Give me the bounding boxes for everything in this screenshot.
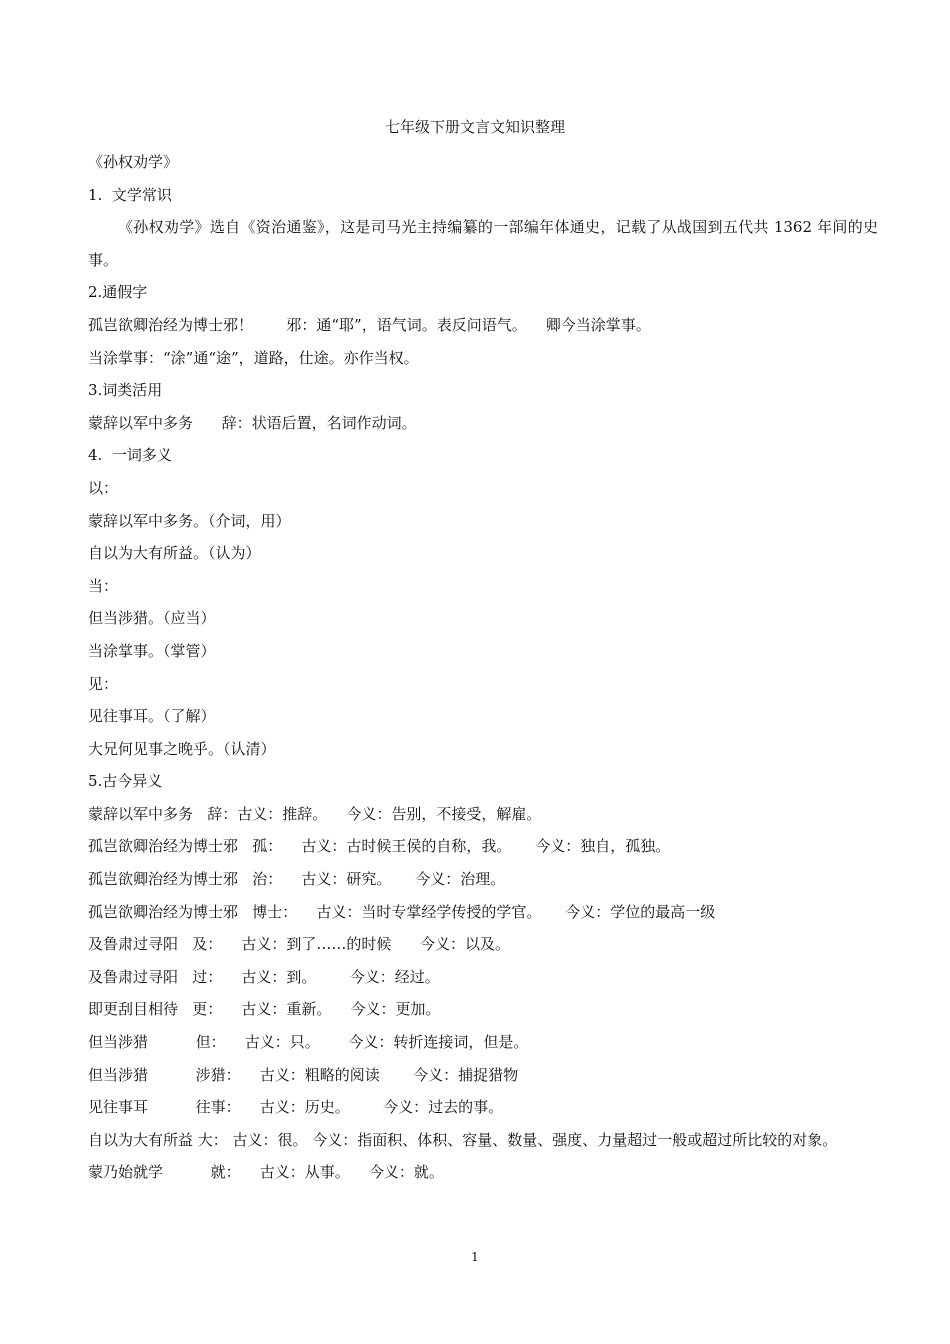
text-line: 自以为大有所益 大： 古义：很。 今义：指面积、体积、容量、数量、强度、力量超过一般或超过所比较的对象。 bbox=[88, 1130, 838, 1149]
text-line: 即更刮目相待 更： 古义：重新。 今义：更加。 bbox=[88, 1000, 441, 1019]
subsection-heading: 1. 文学常识 bbox=[88, 185, 172, 204]
page-number: 1 bbox=[471, 1250, 479, 1264]
document-body bbox=[88, 146, 878, 1189]
text-line: 以： bbox=[88, 478, 119, 497]
text-line: 但当涉猎。（应当） bbox=[88, 609, 216, 628]
text-line: 孤岂欲卿治经为博士邪 博士： 古义：当时专掌经学传授的学官。 今义：学位的最高一级 bbox=[88, 902, 716, 921]
text-line: 当： bbox=[88, 576, 119, 595]
subsection-heading: 2.通假字 bbox=[88, 283, 148, 302]
text-line: 蒙辞以军中多务。（介词，用） bbox=[88, 511, 291, 530]
text-line: 孤岂欲卿治经为博士邪 孤： 古义：古时候王侯的自称，我。 今义：独自，孤独。 bbox=[88, 837, 671, 856]
text-line: 当涂掌事。（掌管） bbox=[88, 641, 216, 660]
text-line: 但当涉猎 但： 古义：只。 今义：转折连接词，但是。 bbox=[88, 1033, 529, 1052]
paragraph: 《孙权劝学》选自《资治通鉴》，这是司马光主持编纂的一部编年体通史，记载了从战国到五代共 1362 年间的史事。 bbox=[88, 218, 878, 269]
text-line: 见往事耳。（了解） bbox=[88, 707, 216, 726]
text-line: 孤岂欲卿治经为博士邪 治： 古义：研究。 今义：治理。 bbox=[88, 870, 506, 889]
text-line: 见往事耳 往事： 古义：历史。 今义：过去的事。 bbox=[88, 1098, 504, 1117]
text-line: 及鲁肃过寻阳 及： 古义：到了……的时候 今义：以及。 bbox=[88, 935, 510, 954]
text-line: 孤岂欲卿治经为博士邪！ 邪：通“耶”，语气词。表反问语气。 卿今当涂掌事。 bbox=[88, 315, 651, 334]
text-line: 及鲁肃过寻阳 过： 古义：到。 今义：经过。 bbox=[88, 967, 440, 986]
document-title: 七年级下册文言文知识整理 bbox=[384, 118, 565, 136]
text-line: 蒙乃始就学 就： 古义：从事。 今义：就。 bbox=[88, 1163, 444, 1182]
text-line: 自以为大有所益。（认为） bbox=[88, 544, 261, 563]
subsection-heading: 5.古今异义 bbox=[88, 772, 163, 791]
text-line: 大兄何见事之晚乎。（认清） bbox=[88, 739, 276, 758]
text-line: 见： bbox=[88, 674, 119, 693]
text-line: 当涂掌事：“涂”通“途”，道路，仕途。亦作当权。 bbox=[88, 348, 419, 367]
subsection-heading: 4. 一词多义 bbox=[88, 446, 172, 465]
text-line: 蒙辞以军中多务 辞：状语后置，名词作动词。 bbox=[88, 413, 417, 432]
text-line: 但当涉猎 涉猎： 古义：粗略的阅读 今义：捕捉猎物 bbox=[88, 1065, 519, 1084]
section-heading: 《孙权劝学》 bbox=[88, 153, 179, 171]
subsection-heading: 3.词类活用 bbox=[88, 381, 163, 400]
text-line: 蒙辞以军中多务 辞：古义：推辞。 今义：告别，不接受，解雇。 bbox=[88, 804, 542, 823]
